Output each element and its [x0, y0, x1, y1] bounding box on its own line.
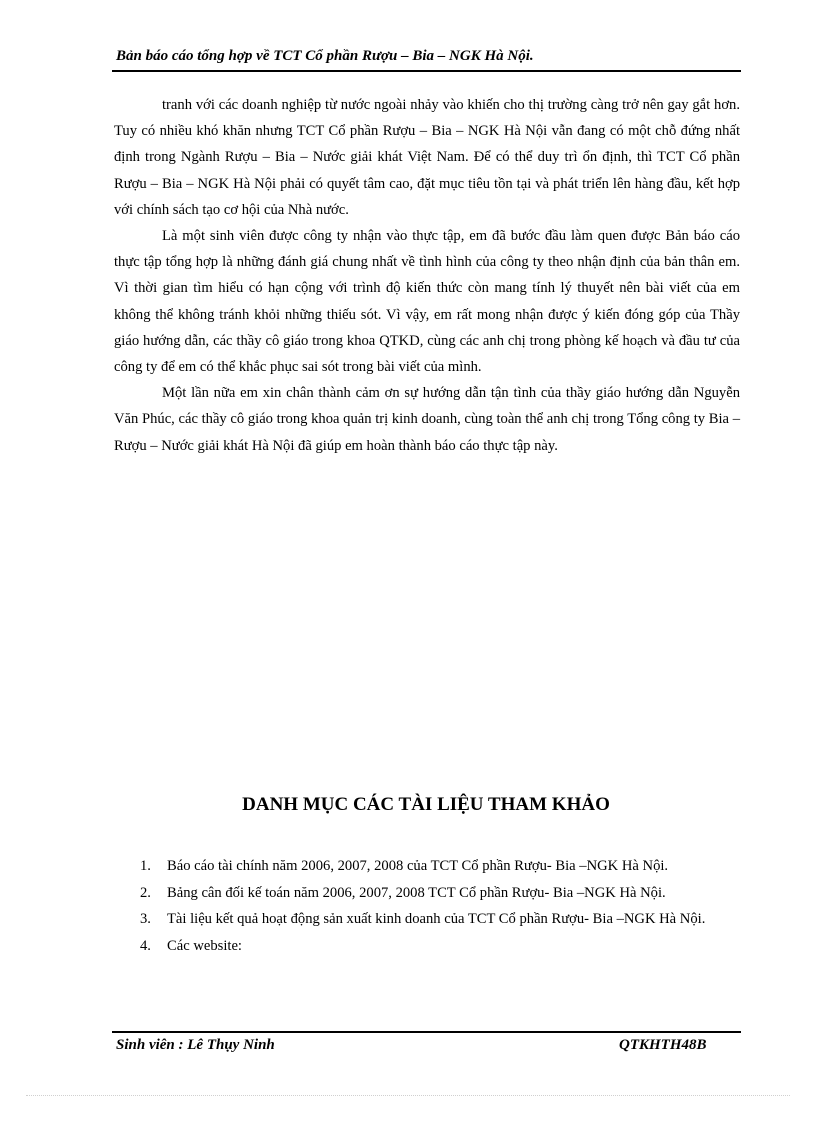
paragraph-thanks: Một lần nữa em xin chân thành cảm ơn sự hướng dẫn tận tình của thầy giáo hướng dẫn Nguyễn Văn Phúc, các thầy cô giáo trong khoa quản trị kinh doanh, cùng toàn thể anh chị trong Tổng công ty Bia – Rượu – Nước giải khát Hà Nội đã giúp em hoàn thành báo cáo thực tập này. [114, 385, 740, 454]
footer-class-code: QTKHTH48B [619, 1037, 707, 1053]
paragraph-competition: tranh với các doanh nghiệp từ nước ngoài nhảy vào khiến cho thị trường càng trở nên gay gắt hơn. Tuy có nhiều khó khăn nhưng TCT Cổ phần Rượu – Bia – NGK Hà Nội vẫn đang có một chỗ đứng nhất định trong Ngành Rượu – Bia – Nước giải khát Việt Nam. Để có thể duy trì ổn định, thì TCT Cổ phần Rượu – Bia – NGK Hà Nội phải có quyết tâm cao, đặt mục tiêu tồn tại và phát triển lên hàng đầu, kết hợp với chính sách tạo cơ hội của Nhà nước. [114, 97, 740, 218]
references-list [140, 853, 720, 959]
reference-item [140, 880, 720, 907]
reference-text: Các website: [167, 937, 242, 954]
reference-number: 4. [140, 937, 151, 954]
footer-student-name: Sinh viên : Lê Thụy Ninh [116, 1037, 275, 1053]
reference-text: Tài liệu kết quả hoạt động sản xuất kinh doanh của TCT Cổ phần Rượu- Bia –NGK Hà Nội. [167, 911, 706, 927]
header-divider [112, 70, 741, 72]
reference-text: Báo cáo tài chính năm 2006, 2007, 2008 của TCT Cổ phần Rượu- Bia –NGK Hà Nội. [167, 858, 669, 874]
footer-divider [112, 1031, 741, 1033]
running-header: Bản báo cáo tổng hợp về TCT Cổ phần Rượu – Bia – NGK Hà Nội. [116, 48, 534, 64]
reference-number: 2. [140, 884, 151, 901]
references-title: DANH MỤC CÁC TÀI LIỆU THAM KHẢO [242, 794, 610, 815]
page-bottom-edge [26, 1095, 790, 1096]
reference-item [140, 906, 720, 933]
paragraph-internship: Là một sinh viên được công ty nhận vào thực tập, em đã bước đầu làm quen được Bản báo cáo thực tập tổng hợp là những đánh giá chung nhất về tình hình của công ty theo nhận định của bản thân em. Vì thời gian tìm hiểu có hạn cộng với trình độ kiến thức còn mang tính lý thuyết nên bài viết của em không thể không tránh khỏi những thiếu sót. Vì vậy, em rất mong nhận được ý kiến đóng góp của Thầy giáo hướng dẫn, các thầy cô giáo trong khoa QTKD, cùng các anh chị trong phòng kế hoạch và đầu tư của công ty để em có thể khắc phục sai sót trong bài viết của mình. [114, 228, 740, 376]
reference-item [140, 853, 720, 880]
body-text [114, 92, 740, 459]
reference-number: 3. [140, 911, 151, 927]
reference-text: Bảng cân đối kế toán năm 2006, 2007, 2008 TCT Cổ phần Rượu- Bia –NGK Hà Nội. [167, 884, 666, 901]
reference-number: 1. [140, 858, 151, 874]
reference-item [140, 933, 720, 960]
